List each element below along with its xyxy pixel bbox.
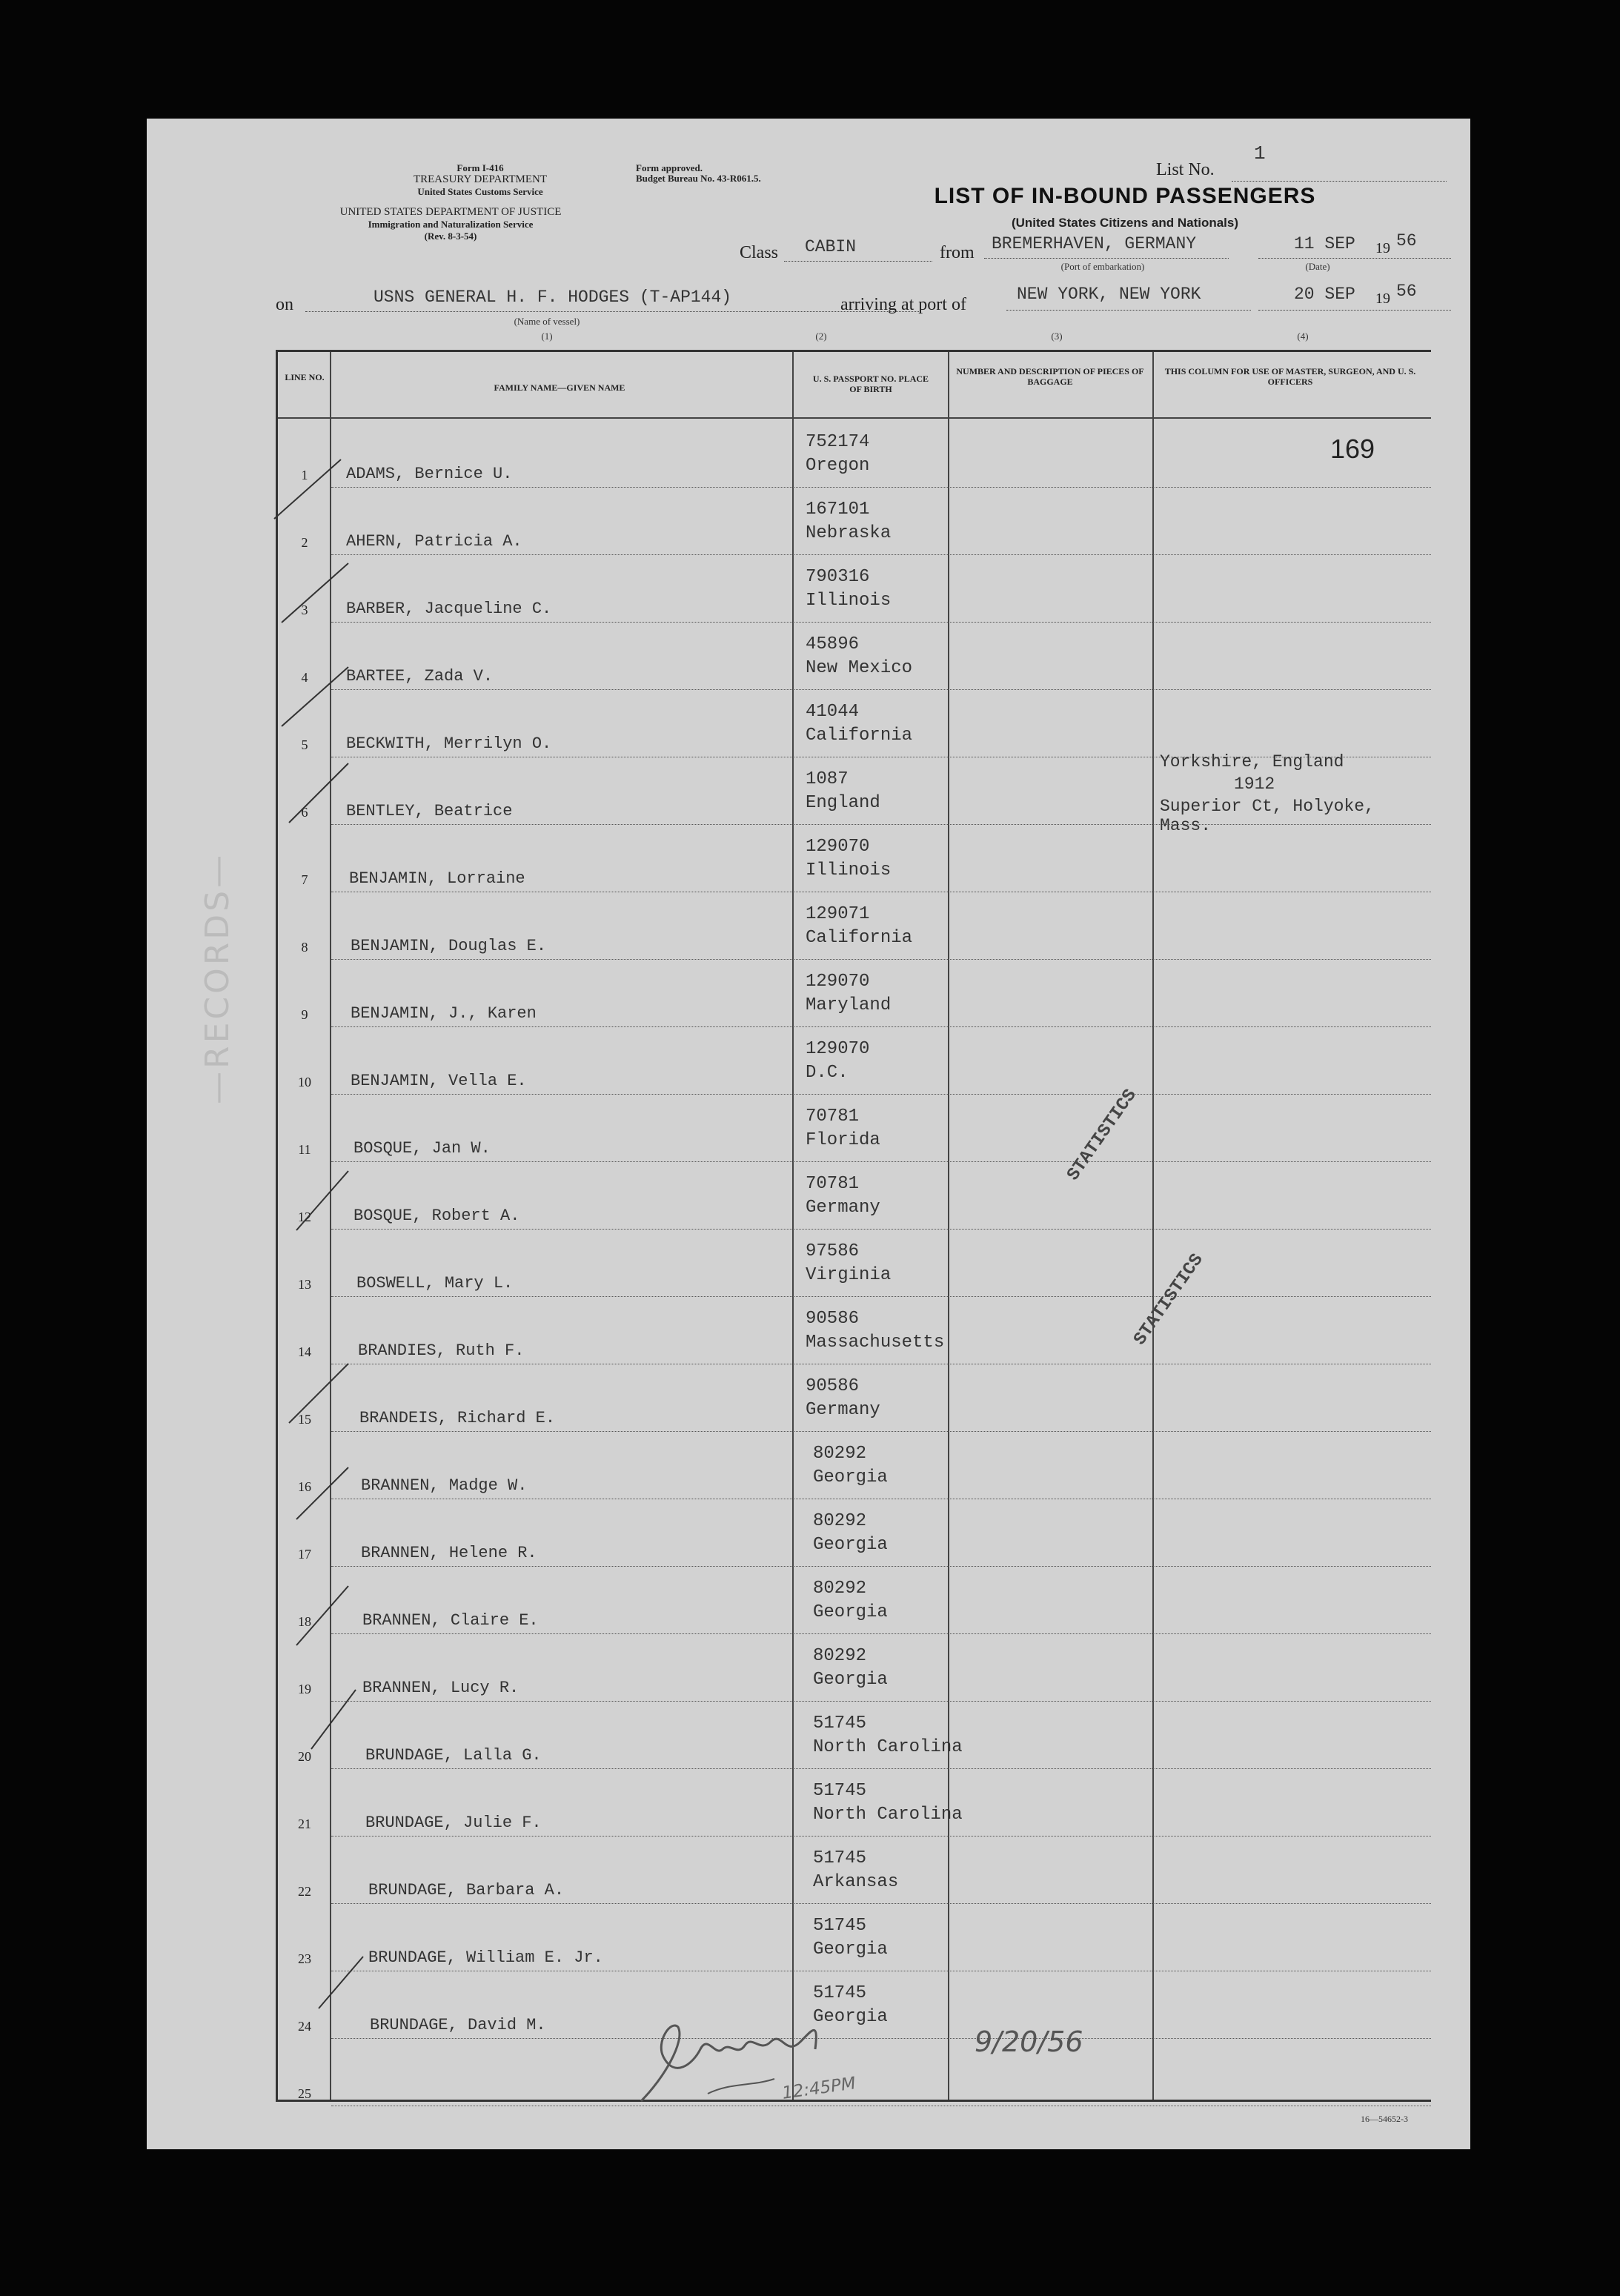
col-num-1: (1) [541,331,553,342]
line-number: 7 [301,872,308,887]
place-of-birth: Oregon [806,456,870,476]
port-underline [1006,310,1251,311]
place-of-birth: Nebraska [806,523,892,543]
page-subtitle: (United States Citizens and Nationals) [1011,216,1239,230]
arrival-year-prefix: 19 [1375,291,1390,307]
bentley-note-court: Superior Ct, Holyoke, Mass. [1160,797,1375,835]
passenger-table [276,350,1431,2102]
place-of-birth: New Mexico [806,658,913,678]
statistics-stamp-1: STATISTICS [1063,1086,1141,1185]
place-of-birth: Massachusetts [806,1333,945,1353]
table-row [278,1499,1431,1567]
passenger-name: BRANNEN, Claire E. [362,1611,539,1630]
table-row [278,1904,1431,1971]
passport-number: 1087 [806,769,849,789]
col-num-2: (2) [815,331,827,342]
passenger-name: BRUNDAGE, William E. Jr. [368,1948,603,1967]
passport-number: 90586 [806,1309,860,1329]
line-number: 21 [298,1816,311,1831]
line-number: 11 [298,1142,311,1157]
passport-number: 167101 [806,500,870,520]
passenger-name: BRUNDAGE, Barbara A. [368,1881,565,1899]
passenger-name: BENJAMIN, J., Karen [351,1004,537,1023]
margin-records-note: —RECORDS— [199,852,236,1104]
line-number: 10 [298,1075,311,1089]
list-no-label: List No. [1156,160,1215,179]
table-row [278,1364,1431,1432]
line-number: 14 [298,1344,311,1359]
class-underline [784,261,932,262]
line-number: 8 [301,940,308,955]
customs-service: United States Customs Service [417,186,543,197]
passport-number: 129071 [806,904,870,924]
table-row [278,1837,1431,1904]
from-label: from [940,243,975,262]
bentley-note-year: 1912 [1234,774,1275,794]
passport-number: 90586 [806,1376,860,1396]
passport-number: 45896 [806,634,860,654]
line-number: 17 [298,1547,311,1562]
vessel-caption: (Name of vessel) [514,316,580,327]
list-no-underline [1232,181,1447,182]
passport-number: 51745 [813,1848,867,1868]
annotation-169: 169 [1330,434,1375,464]
passenger-name: BOSQUE, Robert A. [353,1207,520,1225]
passport-number: 51745 [813,1713,867,1733]
from-caption: (Port of embarkation) [1060,261,1145,272]
vessel-underline [305,311,920,312]
line-number: 5 [301,737,308,752]
table-row [278,960,1431,1027]
line-number: 23 [298,1951,311,1966]
ins-service: Immigration and Naturalization Service [368,219,534,230]
passenger-name: BARTEE, Zada V. [346,667,494,686]
departure-year-prefix: 19 [1375,240,1390,256]
line-number: 20 [298,1749,311,1764]
passport-number: 70781 [806,1174,860,1194]
table-row [278,420,1431,488]
passenger-name: BOSWELL, Mary L. [356,1274,514,1293]
signature-time: 12:45PM [780,2074,857,2103]
passport-number: 752174 [806,432,870,452]
passenger-name: BRUNDAGE, Julie F. [365,1814,542,1832]
place-of-birth: Arkansas [813,1872,899,1892]
place-of-birth: North Carolina [813,1805,963,1825]
passenger-name: BENJAMIN, Lorraine [349,869,525,888]
place-of-birth: California [806,726,913,746]
table-row [278,892,1431,960]
passport-number: 51745 [813,1916,867,1936]
passport-number: 41044 [806,702,860,722]
place-of-birth: Georgia [813,1535,888,1555]
passport-number: 97586 [806,1241,860,1261]
arrival-port: NEW YORK, NEW YORK [1017,285,1201,304]
col-num-4: (4) [1297,331,1309,342]
statistics-stamp-2: STATISTICS [1130,1250,1208,1350]
line-number: 19 [298,1682,311,1696]
place-of-birth: D.C. [806,1063,849,1083]
place-of-birth: Florida [806,1130,880,1150]
place-of-birth: Illinois [806,860,892,880]
place-of-birth: Georgia [813,1602,888,1622]
table-row [278,1095,1431,1162]
place-of-birth: Illinois [806,591,892,611]
page-title: LIST OF IN-BOUND PASSENGERS [934,184,1316,208]
passenger-name: ADAMS, Bernice U. [346,465,513,483]
passenger-name: AHERN, Patricia A. [346,532,522,551]
line-number: 3 [301,603,308,617]
line-number: 25 [298,2086,311,2101]
line-number: 15 [298,1412,311,1427]
from-underline [984,258,1229,259]
passport-number: 70781 [806,1106,860,1127]
passenger-name: BRANDIES, Ruth F. [358,1341,525,1360]
passenger-name: BOSQUE, Jan W. [353,1139,491,1158]
table-row [278,1297,1431,1364]
arrival-date-underline [1258,310,1451,311]
passenger-name: BRANNEN, Helene R. [361,1544,537,1562]
line-number: 2 [301,535,308,550]
header-bottom-rule [278,417,1431,419]
check-marks [267,430,415,2060]
passport-number: 80292 [813,1646,867,1666]
line-number: 1 [301,468,308,482]
date-caption: (Date) [1305,261,1330,272]
passenger-name: BARBER, Jacqueline C. [346,600,552,618]
passenger-name: BRANNEN, Madge W. [361,1476,528,1495]
form-approved: Form approved. [636,162,703,173]
line-number: 6 [301,805,308,820]
col-header-name: FAMILY NAME—GIVEN NAME [494,382,625,393]
line-number: 9 [301,1007,308,1022]
place-of-birth: Maryland [806,995,892,1015]
place-of-birth: Georgia [813,1670,888,1690]
treasury-dept: TREASURY DEPARTMENT [413,173,548,185]
passenger-name: BENTLEY, Beatrice [346,802,513,820]
passenger-name: BENJAMIN, Vella E. [351,1072,527,1090]
line-number: 4 [301,670,308,685]
passenger-name: BECKWITH, Merrilyn O. [346,734,552,753]
table-row [278,1162,1431,1230]
vessel-name: USNS GENERAL H. F. HODGES (T-AP144) [374,288,732,307]
passport-number: 129070 [806,1039,870,1059]
place-of-birth: England [806,793,880,813]
justice-dept: UNITED STATES DEPARTMENT OF JUSTICE [339,206,562,218]
footer-print-code: 16—54652-3 [1361,2114,1408,2124]
place-of-birth: Virginia [806,1265,892,1285]
class-value: CABIN [805,237,857,256]
place-of-birth: Germany [806,1198,880,1218]
signature-date: 9/20/56 [975,2025,1083,2058]
col-header-baggage: NUMBER AND DESCRIPTION OF PIECES OF BAGGAGE [956,366,1144,387]
on-label: on [276,295,293,314]
bentley-note-origin: Yorkshire, England [1160,752,1344,772]
passport-number: 790316 [806,567,870,587]
passenger-name: BRUNDAGE, Lalla G. [365,1746,542,1765]
place-of-birth: Germany [806,1400,880,1420]
passport-number: 51745 [813,1781,867,1801]
budget-bureau: Budget Bureau No. 43-R061.5. [636,173,761,184]
passport-number: 80292 [813,1511,867,1531]
arriving-label: arriving at port of [840,295,966,314]
passenger-name: BRANDEIS, Richard E. [359,1409,556,1427]
arrival-year: 56 [1396,282,1417,301]
passport-number: 129070 [806,972,870,992]
place-of-birth: Georgia [813,1940,888,1960]
list-no-value: 1 [1254,142,1266,165]
table-row [278,690,1431,757]
line-number: 22 [298,1884,311,1899]
table-row [278,1769,1431,1837]
place-of-birth: North Carolina [813,1737,963,1757]
col-header-officers: THIS COLUMN FOR USE OF MASTER, SURGEON, AND U. S. OFFICERS [1164,366,1416,387]
place-of-birth: California [806,928,913,948]
table-row [278,1432,1431,1499]
table-row [278,1634,1431,1702]
form-number: Form I-416 [457,162,504,173]
passport-number: 51745 [813,1983,867,2003]
departure-underline [1258,258,1451,259]
line-number: 12 [298,1210,311,1224]
line-number: 16 [298,1479,311,1494]
line-number: 13 [298,1277,311,1292]
table-row [278,1230,1431,1297]
class-label: Class [740,243,779,262]
col-header-passport: U. S. PASSPORT NO. PLACE OF BIRTH [812,374,929,394]
passenger-name: BRUNDAGE, David M. [370,2016,546,2034]
revision-date: (Rev. 8-3-54) [424,230,477,242]
line-number: 18 [298,1614,311,1629]
place-of-birth: Georgia [813,1467,888,1487]
arrival-date: 20 SEP [1294,285,1355,304]
col-header-line-no: LINE NO. [285,372,325,382]
col-num-3: (3) [1051,331,1063,342]
passport-number: 80292 [813,1579,867,1599]
table-row [278,1567,1431,1634]
table-row [278,1027,1431,1095]
place-of-birth: Georgia [813,2007,888,2027]
passport-number: 80292 [813,1444,867,1464]
passenger-name: BENJAMIN, Douglas E. [351,937,547,955]
table-row [278,555,1431,623]
passport-number: 129070 [806,837,870,857]
table-row [278,488,1431,555]
departure-date: 11 SEP [1294,234,1355,253]
departure-year: 56 [1396,231,1417,250]
from-port-value: BREMERHAVEN, GERMANY [992,234,1197,253]
table-row [278,623,1431,690]
table-row [278,1702,1431,1769]
passenger-name: BRANNEN, Lucy R. [362,1679,519,1697]
line-number: 24 [298,2019,311,2034]
